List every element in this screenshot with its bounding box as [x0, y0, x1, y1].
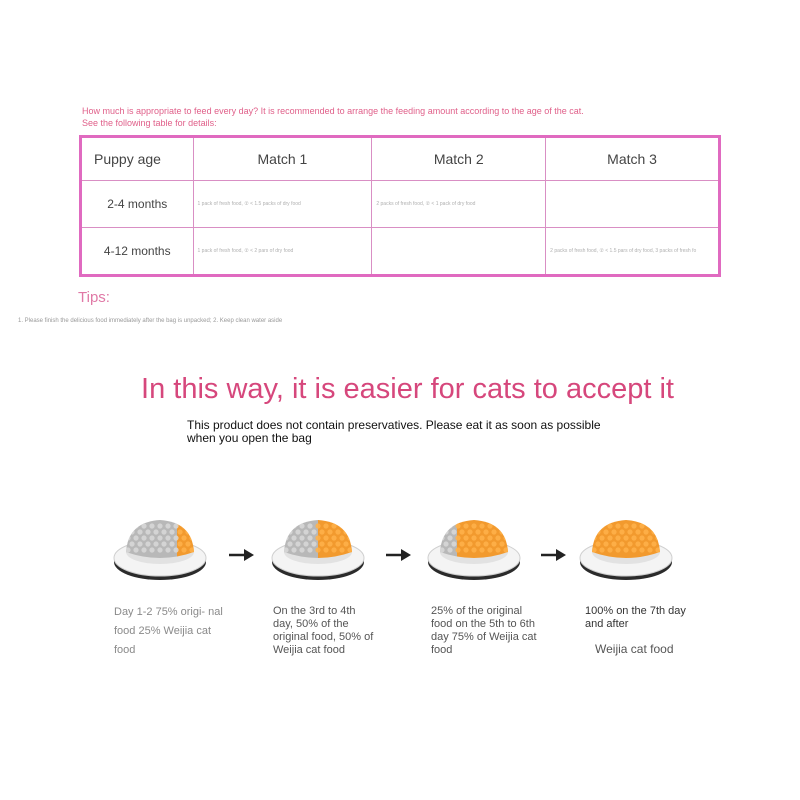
- step-caption-day-7-sub: Weijia cat food: [595, 642, 674, 656]
- table-header-match-1: Match 1: [193, 137, 372, 181]
- step-caption-day-7: 100% on the 7th day and after: [585, 605, 686, 630]
- intro-text: How much is appropriate to feed every day? It is recommended to arrange the feeding amount according to the age of the cat. See the following table for details:: [82, 106, 584, 128]
- arrow-right-icon: [385, 547, 413, 563]
- table-row: [81, 181, 720, 228]
- table-header-age: Puppy age: [81, 137, 194, 181]
- food-bowl-day-5-6: [426, 512, 522, 584]
- tips-text: 1. Please finish the delicious food immediately after the bag is unpacked; 2. Keep clean water aside: [18, 318, 283, 324]
- table-cell-match-3: 2 packs of fresh food, ② < 1.5 pars of dry food, 3 packs of fresh fo: [546, 228, 720, 276]
- table-cell-match-1: 1 pack of fresh food, ② < 2 pars of dry food: [193, 228, 372, 276]
- tips-label: Tips:: [78, 289, 110, 306]
- table-header-row: [81, 137, 720, 181]
- table-row: [81, 228, 720, 276]
- arrow-right-icon: [540, 547, 568, 563]
- step-caption-day-5-6: 25% of the original food on the 5th to 6th day 75% of Weijia cat food: [431, 605, 537, 656]
- feeding-table: [79, 135, 721, 277]
- table-cell-age: 4-12 months: [81, 228, 194, 276]
- table-header-match-3: Match 3: [546, 137, 720, 181]
- table-header-match-2: Match 2: [372, 137, 546, 181]
- table-cell-match-3: [546, 181, 720, 228]
- food-bowl-day-1-2: [112, 512, 208, 584]
- step-caption-day-3-4: On the 3rd to 4th day, 50% of the original food, 50% of Weijia cat food: [273, 605, 374, 656]
- preservative-note: This product does not contain preservatives. Please eat it as soon as possible when you open the bag: [187, 418, 601, 445]
- table-cell-match-1: 1 pack of fresh food, ② < 1.5 packs of dry food: [193, 181, 372, 228]
- headline: In this way, it is easier for cats to accept it: [141, 373, 674, 405]
- table-cell-match-2: 2 packs of fresh food, ② < 1 pack of dry food: [372, 181, 546, 228]
- arrow-right-icon: [228, 547, 256, 563]
- food-bowl-day-3-4: [270, 512, 366, 584]
- table-cell-match-2: [372, 228, 546, 276]
- food-bowl-day-7: [578, 512, 674, 584]
- table-cell-age: 2-4 months: [81, 181, 194, 228]
- step-caption-day-1-2: Day 1-2 75% origi- nal food 25% Weijia cat food: [114, 606, 223, 656]
